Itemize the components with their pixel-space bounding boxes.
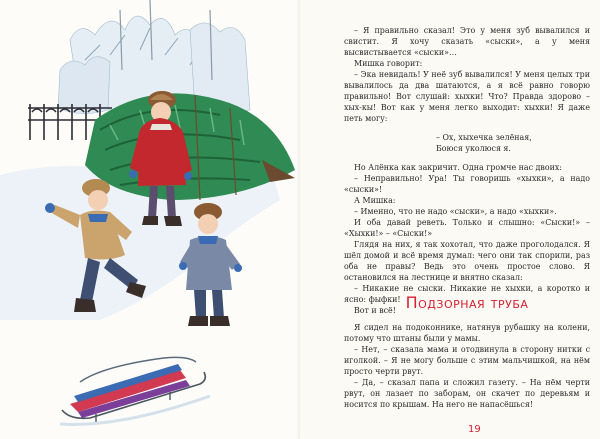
paragraph: Глядя на них, я так хохотал, что даже проголодался. Я шёл домой и всё время думал: чего они так спорили, раз оба не правы? Ведь это очень простое слово. Я остановился на лестнице и внятно сказал:	[344, 240, 590, 282]
paragraph: – Именно, что не надо «сыски», а надо «хыхки».	[354, 207, 557, 216]
paragraph: – Эка невидаль! У неё зуб вывалился! У меня целых три вывалилось да два шатаются, а я всё равно говорю правильно! Вот слушай: хыхки! Что? Правда здорово – хых-кы! Вот как у меня легко выходит: хыхки! Я даже петь могу:	[344, 70, 590, 123]
paragraph: И оба давай реветь. Только и слышно: «Сыски!» – «Хыхки!» – «Сыски!»	[344, 218, 590, 238]
paragraph: – Я правильно сказал! Это у меня зуб вывалился и свистит. Я хочу сказать «сыски», а у меня высвистывается «сыски»…	[344, 26, 590, 57]
sled-icon	[60, 357, 210, 424]
paragraph: Вот и всё!	[354, 306, 396, 315]
paragraph: А Мишка:	[354, 196, 396, 205]
paragraph: – Никакие не сыски. Никакие не хыхки, а коротко и ясно: фыфки!	[344, 284, 590, 304]
paragraph: Но Алёнка как закричит. Одна громче нас двоих:	[354, 163, 562, 172]
chapter-text	[344, 322, 590, 410]
chapter-title: Подзорная труба	[405, 293, 529, 312]
paragraph: Мишка говорит:	[354, 59, 423, 68]
paragraph: – Нет, – сказала мама и отодвинула в сторону нитки с иголкой. – Я не могу больше с этим мальчишкой, на нём просто черти рвут.	[344, 345, 590, 376]
story-continuation	[344, 25, 590, 316]
page-number: 19	[468, 424, 481, 435]
paragraph: Я сидел на подоконнике, натянув рубашку на колени, потому что штаны были у мамы.	[344, 323, 590, 343]
verse-line: – Ох, хыхечка зелёная,	[436, 133, 532, 142]
christmas-tree-icon	[85, 93, 295, 200]
verse-line: Боюся уколюся я.	[436, 144, 511, 153]
paragraph: – Да, – сказал папа и сложил газету. – На нём черти рвут, он лазает по заборам, он скачет по деревьям и носится по крышам. На него не напасёшься!	[344, 378, 590, 409]
paragraph: – Неправильно! Ура! Ты говоришь «хыхки», а надо «сыски»!	[344, 174, 590, 194]
